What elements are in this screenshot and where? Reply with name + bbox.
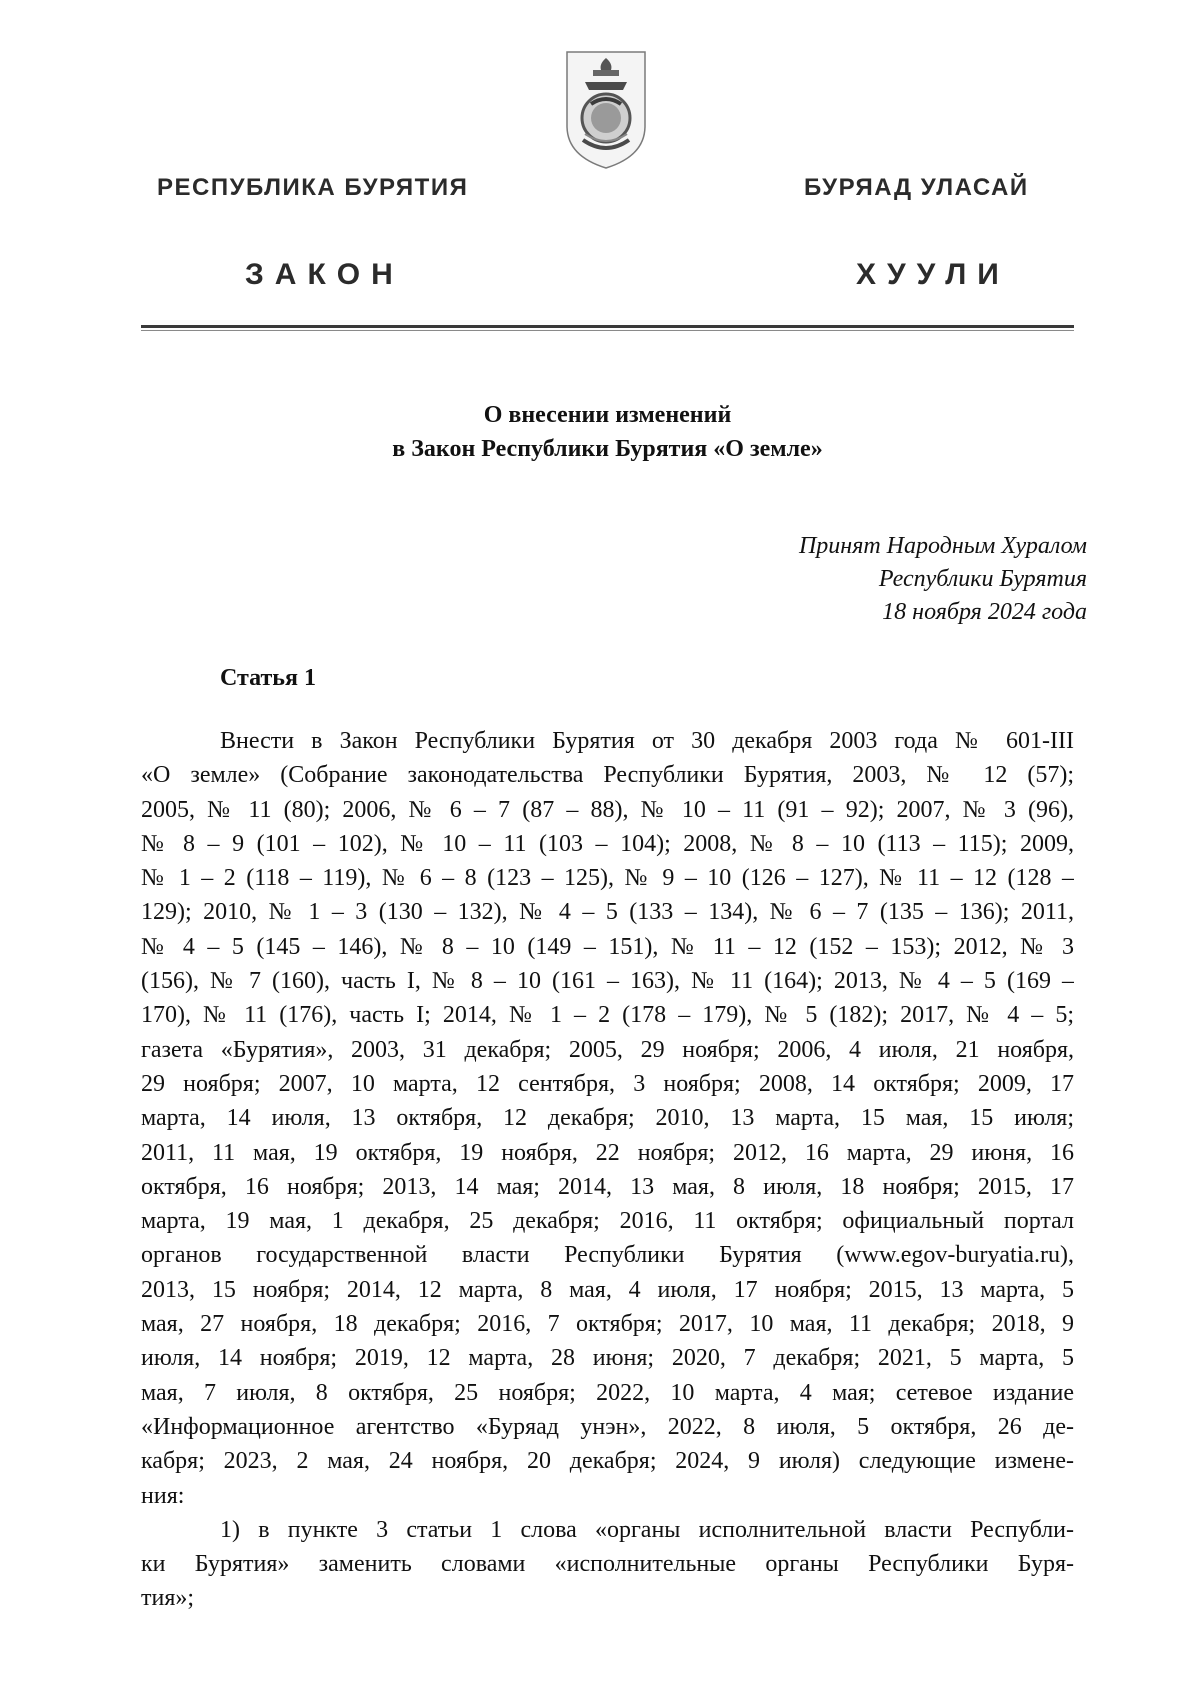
paragraph-line: Внести в Закон Республики Бурятия от 30 декабря 2003 года № 601-III — [220, 728, 1074, 754]
paragraph-2 — [141, 1513, 1074, 1616]
paragraph-line: 1) в пункте 3 статьи 1 слова «органы исполнительной власти Республи- — [220, 1516, 1074, 1543]
paragraph-1 — [141, 724, 1074, 1513]
paragraph-line: мая, 7 июля, 8 октября, 25 ноября; 2022, 10 марта, 4 мая; сетевое издание — [141, 1379, 1074, 1406]
paragraph-line: 170), № 11 (176), часть I; 2014, № 1 – 2 (178 – 179), № 5 (182); 2017, № 4 – 5; — [141, 1002, 1074, 1029]
paragraph-line: марта, 14 июля, 13 октября, 12 декабря; 2010, 13 марта, 15 мая, 15 июля; — [141, 1105, 1074, 1132]
paragraph-line: мая, 27 ноября, 18 декабря; 2016, 7 октября; 2017, 10 мая, 11 декабря; 2018, 9 — [141, 1311, 1074, 1338]
adoption-line-3: 18 ноября 2024 года — [882, 599, 1087, 625]
paragraph-line: № 4 – 5 (145 – 146), № 8 – 10 (149 – 151), № 11 – 12 (152 – 153); 2012, № 3 — [141, 933, 1074, 960]
paragraph-line: 2013, 15 ноября; 2014, 12 марта, 8 мая, 4 июля, 17 ноября; 2015, 13 марта, 5 — [141, 1276, 1074, 1303]
document-title — [141, 398, 1074, 466]
title-line-1: О внесении изменений — [483, 402, 732, 428]
republic-name-russian: РЕСПУБЛИКА БУРЯТИЯ — [157, 174, 469, 201]
title-line-2: в Закон Республики Бурятия «О земле» — [392, 436, 823, 462]
law-label-russian: ЗАКОН — [245, 258, 404, 291]
paragraph-line: ки Бурятия» заменить словами «исполнительные органы Республики Буря- — [141, 1551, 1074, 1578]
paragraph-line: октября, 16 ноября; 2013, 14 мая; 2014, 13 мая, 8 июля, 18 ноября; 2015, 17 — [141, 1173, 1074, 1200]
paragraph-line: 129); 2010, № 1 – 3 (130 – 132), № 4 – 5 (133 – 134), № 6 – 7 (135 – 136); 2011, — [141, 899, 1074, 926]
paragraph-line: «О земле» (Собрание законодательства Республики Бурятия, 2003, № 12 (57); — [141, 762, 1074, 789]
law-label-buryat: ХУУЛИ — [856, 258, 1010, 291]
paragraph-line: ния: — [141, 1482, 185, 1509]
paragraph-line: газета «Бурятия», 2003, 31 декабря; 2005, 29 ноября; 2006, 4 июля, 21 ноября, — [141, 1036, 1074, 1063]
republic-name-buryat: БУРЯАД УЛАСАЙ — [804, 174, 1029, 201]
paragraph-line: марта, 19 мая, 1 декабря, 25 декабря; 2016, 11 октября; официальный портал — [141, 1208, 1074, 1235]
adoption-line-1: Принят Народным Хуралом — [798, 533, 1087, 559]
paragraph-line: № 8 – 9 (101 – 102), № 10 – 11 (103 – 104); 2008, № 8 – 10 (113 – 115); 2009, — [141, 830, 1074, 857]
paragraph-line: «Информационное агентство «Буряад унэн», 2022, 8 июля, 5 октября, 26 де- — [141, 1413, 1074, 1440]
paragraph-line: (156), № 7 (160), часть I, № 8 – 10 (161 – 163), № 11 (164); 2013, № 4 – 5 (169 – — [141, 968, 1074, 995]
paragraph-line: июля, 14 ноября; 2019, 12 марта, 28 июня; 2020, 7 декабря; 2021, 5 марта, 5 — [141, 1345, 1074, 1372]
paragraph-line: 2005, № 11 (80); 2006, № 6 – 7 (87 – 88), № 10 – 11 (91 – 92); 2007, № 3 (96), — [141, 796, 1074, 823]
paragraph-line: тия»; — [141, 1585, 195, 1612]
paragraph-line: 2011, 11 мая, 19 октября, 19 ноября, 22 ноября; 2012, 16 марта, 29 июня, 16 — [141, 1139, 1074, 1166]
adoption-line-2: Республики Бурятия — [878, 566, 1087, 592]
paragraph-line: кабря; 2023, 2 мая, 24 ноября, 20 декабря; 2024, 9 июля) следующие измене- — [141, 1448, 1074, 1475]
adoption-note — [799, 530, 1087, 629]
header-divider — [141, 325, 1074, 331]
paragraph-line: органов государственной власти Республики Бурятия (www.egov-buryatia.ru), — [141, 1242, 1074, 1269]
paragraph-line: № 1 – 2 (118 – 119), № 6 – 8 (123 – 125), № 9 – 10 (126 – 127), № 11 – 12 (128 – — [141, 865, 1074, 892]
paragraph-line: 29 ноября; 2007, 10 марта, 12 сентября, 3 ноября; 2008, 14 октября; 2009, 17 — [141, 1070, 1074, 1097]
article-body — [141, 724, 1074, 1616]
article-heading: Статья 1 — [220, 665, 316, 691]
coat-of-arms-emblem — [563, 44, 649, 172]
